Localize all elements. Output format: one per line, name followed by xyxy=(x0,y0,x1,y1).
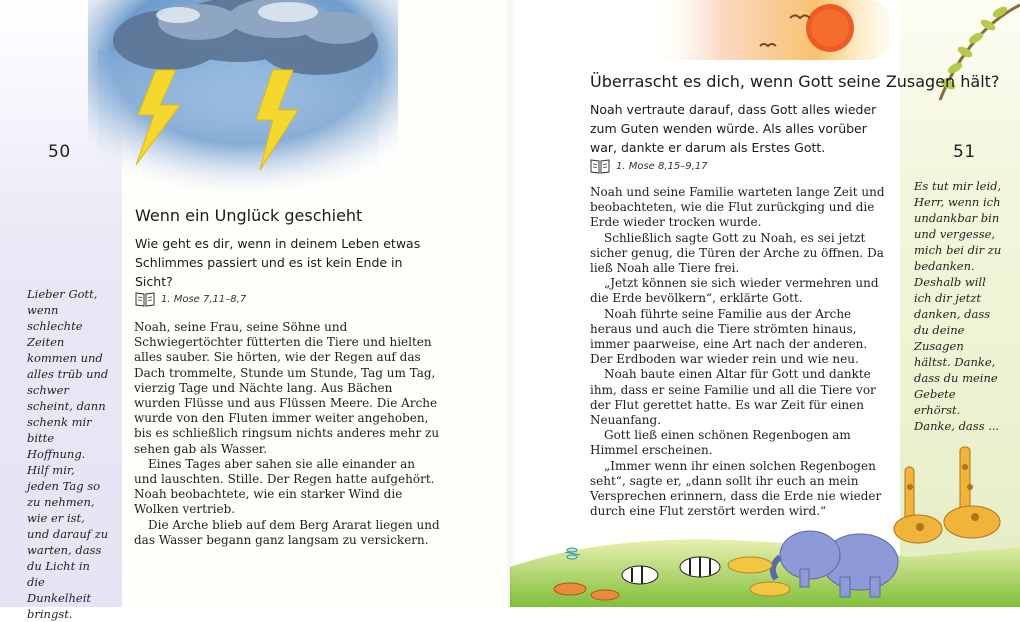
paragraph: „Immer wenn ihr einen solchen Regenbogen seht“, sagte er, „dann sollt ihr euch an mein Versprechen erinnern, dass die Erde nie wieder durch eine Flut zerstört werden wird.“ xyxy=(590,458,882,519)
page-title: Überrascht es dich, wenn Gott seine Zusagen hält? xyxy=(590,72,1000,91)
open-book-icon xyxy=(135,291,155,307)
storm-cloud-illustration xyxy=(88,0,398,200)
paragraph: Noah, seine Frau, seine Söhne und Schwiegertöchter fütterten die Tiere und hielten alles sauber. Sie hörten, wie der Regen auf das Dach trommelte, Stunde um Stunde, Tag um Tag, vierzig Tage und Nächte lang. Aus Bächen wurden Flüsse und aus Flüssen Meere. Die Arche wurde von den Fluten immer weiter angehoben, bis es schließlich ringsum nichts anderes mehr zu sehen gab als Wasser. xyxy=(134,320,440,456)
story-text xyxy=(590,185,890,519)
page-subtitle: Noah vertraute darauf, dass Gott alles wieder zum Guten wenden würde. Als alles vorüber war, dankte er darum als Erstes Gott. xyxy=(590,102,877,155)
tree-branch-illustration xyxy=(910,0,1020,115)
paragraph: Eines Tages aber sahen sie alle einander an und lauschten. Stille. Der Regen hatte aufgehört. Noah beobachtete, wie ein starker Wind die Wolken vertrieb. xyxy=(134,456,435,517)
left-page xyxy=(0,0,510,621)
paragraph: Noah baute einen Altar für Gott und dankte ihm, dass er seine Familie und all die Tiere vor der Flut gerettet hatte. Es war Zeit für einen Neuanfang. xyxy=(590,367,876,428)
reference-text: 1. Mose 7,11–8,7 xyxy=(161,293,247,305)
bible-reference xyxy=(135,291,246,307)
paragraph: Noah und seine Familie warteten lange Zeit und beobachteten, wie die Flut zurückging und die Erde wieder trocken wurde. xyxy=(590,185,885,230)
paragraph: Noah führte seine Familie aus der Arche heraus und auch die Tiere strömten hinaus, immer paarweise, eine Art nach der anderen. Der Erdboden war wieder rein und wie neu. xyxy=(590,306,868,367)
page-number: 50 xyxy=(48,142,71,162)
right-page xyxy=(510,0,1020,607)
bible-reference xyxy=(590,158,708,174)
book-gutter xyxy=(506,0,514,607)
prayer-text: Es tut mir leid, Herr, wenn ich undankbar bin und vergesse, mich bei dir zu bedanken. Deshalb will ich dir jetzt danken, dass du deine Zusagen hältst. Danke, dass du meine Gebete erhörst. Danke, dass ... xyxy=(914,179,1002,433)
paragraph: Gott ließ einen schönen Regenbogen am Himmel erscheinen. xyxy=(590,428,851,458)
story-text xyxy=(134,320,440,548)
paragraph: „Jetzt können sie sich wieder vermehren und die Erde bevölkern“, erklärte Gott. xyxy=(590,276,879,306)
page-subtitle: Wie geht es dir, wenn in deinem Leben etwas Schlimmes passiert und es ist kein Ende in Sicht? xyxy=(135,236,421,289)
page-number: 51 xyxy=(953,142,976,162)
sunset-illustration xyxy=(650,0,890,70)
open-book-icon xyxy=(590,158,610,174)
page-title: Wenn ein Unglück geschieht xyxy=(135,206,363,225)
paragraph: Schließlich sagte Gott zu Noah, es sei jetzt sicher genug, die Türen der Arche zu öffnen. Da ließ Noah alle Tiere frei. xyxy=(590,230,884,276)
prayer-text: Lieber Gott, wenn schlechte Zeiten kommen und alles trüb und schwer scheint, dann schenk mir bitte Hoffnung. Hilf mir, jeden Tag so zu nehmen, wie er ist, und darauf zu warten, dass du Licht in die Dunkelheit bringst. xyxy=(27,287,109,621)
reference-text: 1. Mose 8,15–9,17 xyxy=(616,160,708,172)
paragraph: Die Arche blieb auf dem Berg Ararat liegen und das Wasser begann ganz langsam zu versickern. xyxy=(134,517,440,547)
